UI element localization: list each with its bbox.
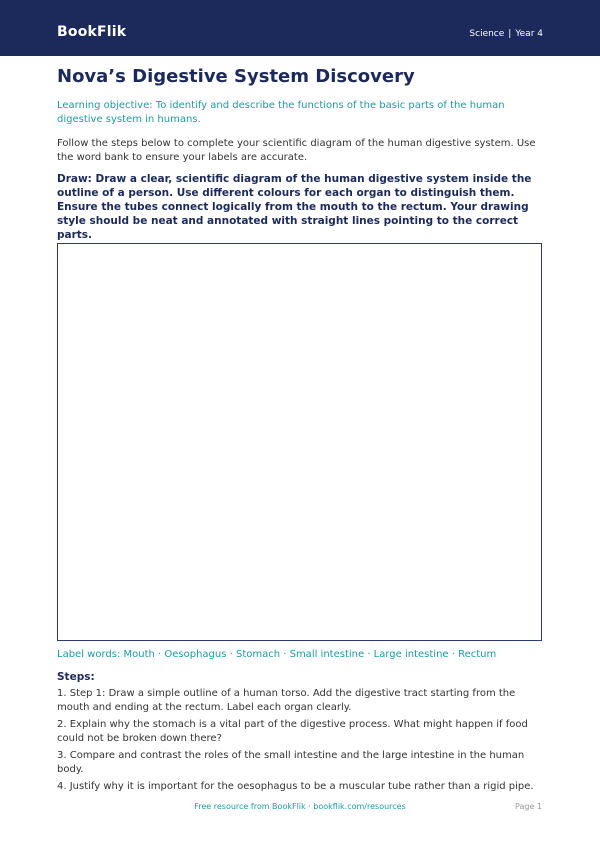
page-number: Page 1 <box>515 802 542 811</box>
subject-label: Science <box>469 29 505 39</box>
step-item: 4. Justify why it is important for the oesophagus to be a muscular tube rather than a rigid pipe. <box>57 781 534 792</box>
learning-objective: Learning objective: To identify and describe the functions of the basic parts of the human digestive system in humans. <box>57 100 505 125</box>
word-bank: Label words: Mouth · Oesophagus · Stomach · Small intestine · Large intestine · Rectum <box>57 649 497 660</box>
page-header <box>0 0 600 56</box>
step-item: 2. Explain why the stomach is a vital part of the digestive process. What might happen if food could not be broken down there? <box>57 719 528 744</box>
drawing-area[interactable] <box>57 243 542 641</box>
step-item: 1. Step 1: Draw a simple outline of a human torso. Add the digestive tract starting from the mouth and ending at the rectum. Label each organ clearly. <box>57 688 516 713</box>
brand-logo-text: BookFlik <box>57 24 127 40</box>
footer-resource-link[interactable]: Free resource from BookFlik · bookflik.com/resources <box>194 802 406 811</box>
intro-text: Follow the steps below to complete your scientific diagram of the human digestive system. Use the word bank to ensure your labels are accurate. <box>57 138 536 163</box>
step-item: 3. Compare and contrast the roles of the small intestine and the large intestine in the human body. <box>57 750 525 775</box>
meta-separator: | <box>508 29 512 39</box>
year-label: Year 4 <box>515 29 543 39</box>
steps-heading: Steps: <box>57 671 95 683</box>
header-meta <box>469 28 543 40</box>
draw-instruction: Draw: Draw a clear, scientific diagram of the human digestive system inside the outline of a person. Use different colours for each organ to distinguish them. Ensure the tubes connect logically from the mouth to the rectum. Your drawing style should be neat and annotated with straight lines pointing to the correct parts. <box>57 173 532 241</box>
steps-list <box>57 687 547 797</box>
page-title: Nova’s Digestive System Discovery <box>57 66 415 87</box>
